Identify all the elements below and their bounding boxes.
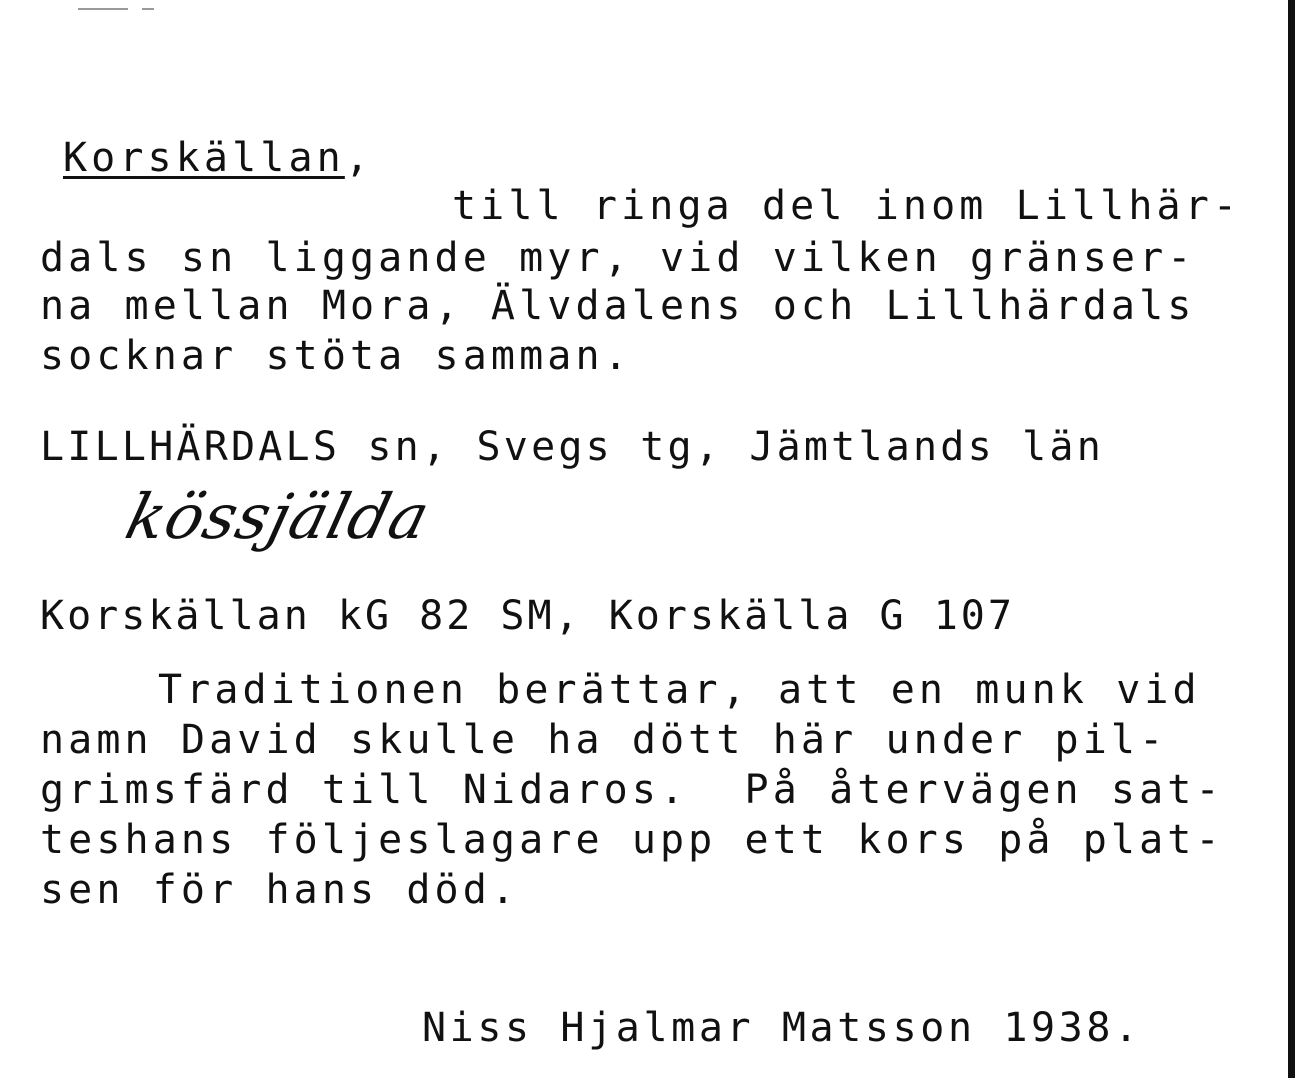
card-title-line: [63, 135, 374, 181]
tradition-line: namn David skulle ha dött här under pil-: [40, 717, 1168, 763]
handwritten-dialect-form: kössjälda: [118, 480, 438, 553]
description-line: dals sn liggande myr, vid vilken gränser-: [40, 235, 1196, 281]
tradition-line: sen för hans död.: [40, 867, 520, 913]
card-title: Korskällan: [63, 135, 345, 181]
description-line: socknar stöta samman.: [40, 333, 632, 379]
description-line: na mellan Mora, Älvdalens och Lillhärdals: [40, 283, 1196, 329]
signature-line: Niss Hjalmar Matsson 1938.: [422, 1005, 1142, 1051]
references-line: Korskällan kG 82 SM, Korskälla G 107: [40, 593, 1015, 639]
tradition-line: teshans följeslagare upp ett kors på plat-: [40, 817, 1224, 863]
tradition-line: Traditionen berättar, att en munk vid: [158, 667, 1201, 713]
description-line: till ringa del inom Lillhär-: [452, 183, 1242, 229]
parish-line: LILLHÄRDALS sn, Svegs tg, Jämtlands län: [40, 424, 1104, 470]
card-title-suffix: ,: [344, 135, 374, 181]
paper-speck: [142, 8, 154, 10]
tradition-line: grimsfärd till Nidaros. På återvägen sat-: [40, 767, 1224, 813]
paper-speck: [78, 8, 128, 10]
card-right-edge: [1288, 0, 1295, 1078]
